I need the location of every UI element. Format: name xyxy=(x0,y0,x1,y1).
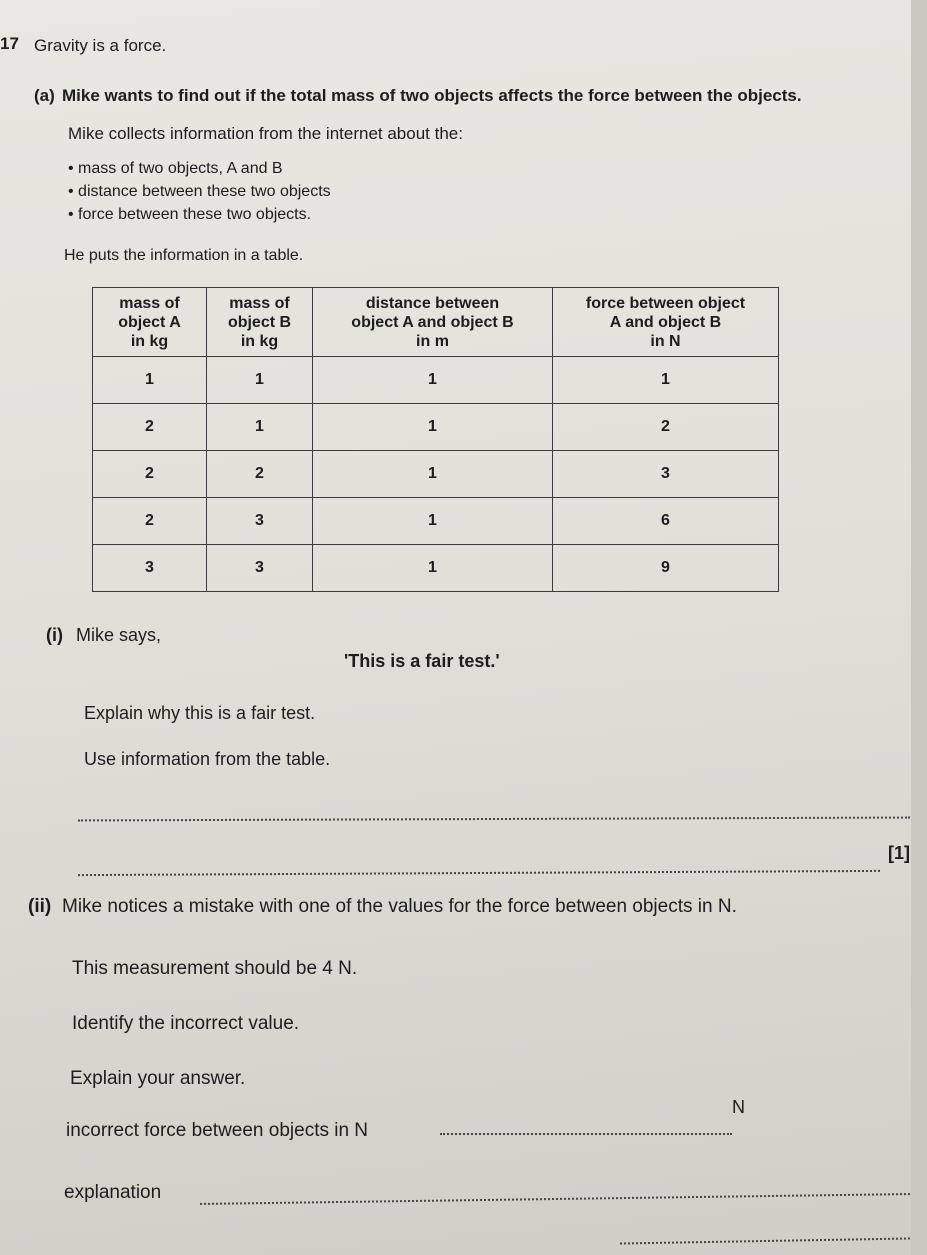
part-a-label: (a) xyxy=(34,86,55,105)
table-cell: 3 xyxy=(207,498,313,545)
table-cell: 2 xyxy=(93,404,207,451)
table-cell: 1 xyxy=(313,357,553,404)
table-cell: 1 xyxy=(93,357,207,404)
table-cell: 2 xyxy=(553,404,779,451)
fair-test-quote: 'This is a fair test.' xyxy=(344,651,500,671)
explain-fair-test-text: Explain why this is a fair test. xyxy=(84,703,316,723)
header-line: mass of xyxy=(119,294,180,312)
table-row xyxy=(93,545,779,592)
table-cell: 2 xyxy=(93,451,207,498)
question-intro: Gravity is a force. xyxy=(34,36,167,55)
explanation-label: explanation xyxy=(64,1182,162,1203)
header-line: in kg xyxy=(240,332,279,350)
table-cell: 3 xyxy=(93,545,207,592)
header-line: in N xyxy=(650,332,681,350)
answer-line[interactable] xyxy=(78,870,880,876)
use-info-text: Use information from the table. xyxy=(84,749,331,769)
header-force xyxy=(553,288,779,357)
table-row xyxy=(93,451,779,498)
part-i-label: (i) xyxy=(46,625,63,645)
header-line: in kg xyxy=(130,332,169,350)
bullet-item: • force between these two objects. xyxy=(68,204,331,227)
table-cell: 1 xyxy=(313,498,553,545)
bullet-item: • mass of two objects, A and B xyxy=(68,158,331,181)
bullet-item: • distance between these two objects xyxy=(68,181,331,204)
table-cell: 3 xyxy=(553,451,779,498)
header-line: mass of xyxy=(229,294,290,312)
table-cell: 1 xyxy=(207,357,313,404)
header-line: force between object xyxy=(585,294,746,312)
table-cell: 1 xyxy=(313,545,553,592)
table-cell: 1 xyxy=(207,404,313,451)
mark-allocation: [1] xyxy=(888,843,910,863)
table-cell: 1 xyxy=(313,451,553,498)
header-line: object B xyxy=(227,313,292,331)
explanation-line[interactable] xyxy=(200,1193,910,1205)
header-line: in m xyxy=(416,332,449,350)
part-ii-label: (ii) xyxy=(28,896,52,917)
table-cell: 9 xyxy=(553,545,779,592)
page-edge xyxy=(911,0,927,1255)
header-line: distance between xyxy=(365,294,500,312)
table-cell: 2 xyxy=(207,451,313,498)
table-header-row xyxy=(93,288,779,357)
header-line: object A xyxy=(118,313,181,331)
part-ii-text: Mike notices a mistake with one of the values for the force between objects in N. xyxy=(62,896,737,917)
collects-text: Mike collects information from the internet about the: xyxy=(68,124,463,143)
table-cell: 6 xyxy=(553,498,779,545)
header-line: object A and object B xyxy=(351,313,514,331)
unit-label: N xyxy=(732,1097,745,1117)
identify-text: Identify the incorrect value. xyxy=(72,1013,300,1034)
header-mass-a xyxy=(93,288,207,357)
explanation-line[interactable] xyxy=(620,1237,910,1244)
table-row xyxy=(93,498,779,545)
explain-answer-text: Explain your answer. xyxy=(70,1068,246,1089)
incorrect-force-label: incorrect force between objects in N xyxy=(66,1120,369,1141)
table-cell: 1 xyxy=(313,404,553,451)
part-a-text: Mike wants to find out if the total mass of two objects affects the force between the objects. xyxy=(62,86,802,105)
header-distance xyxy=(313,288,553,357)
table-cell: 3 xyxy=(207,545,313,592)
table-row xyxy=(93,404,779,451)
measurement-text: This measurement should be 4 N. xyxy=(72,958,358,979)
table-intro-text: He puts the information in a table. xyxy=(64,247,304,264)
data-table xyxy=(92,287,779,592)
header-line: A and object B xyxy=(609,313,722,331)
info-bullet-list xyxy=(68,158,331,227)
header-mass-b xyxy=(207,288,313,357)
table-cell: 2 xyxy=(93,498,207,545)
incorrect-value-line[interactable] xyxy=(440,1133,732,1135)
table-cell: 1 xyxy=(553,357,779,404)
table-row xyxy=(93,357,779,404)
question-number: 17 xyxy=(0,34,19,53)
mike-says-text: Mike says, xyxy=(76,625,162,645)
answer-line[interactable] xyxy=(78,817,910,822)
